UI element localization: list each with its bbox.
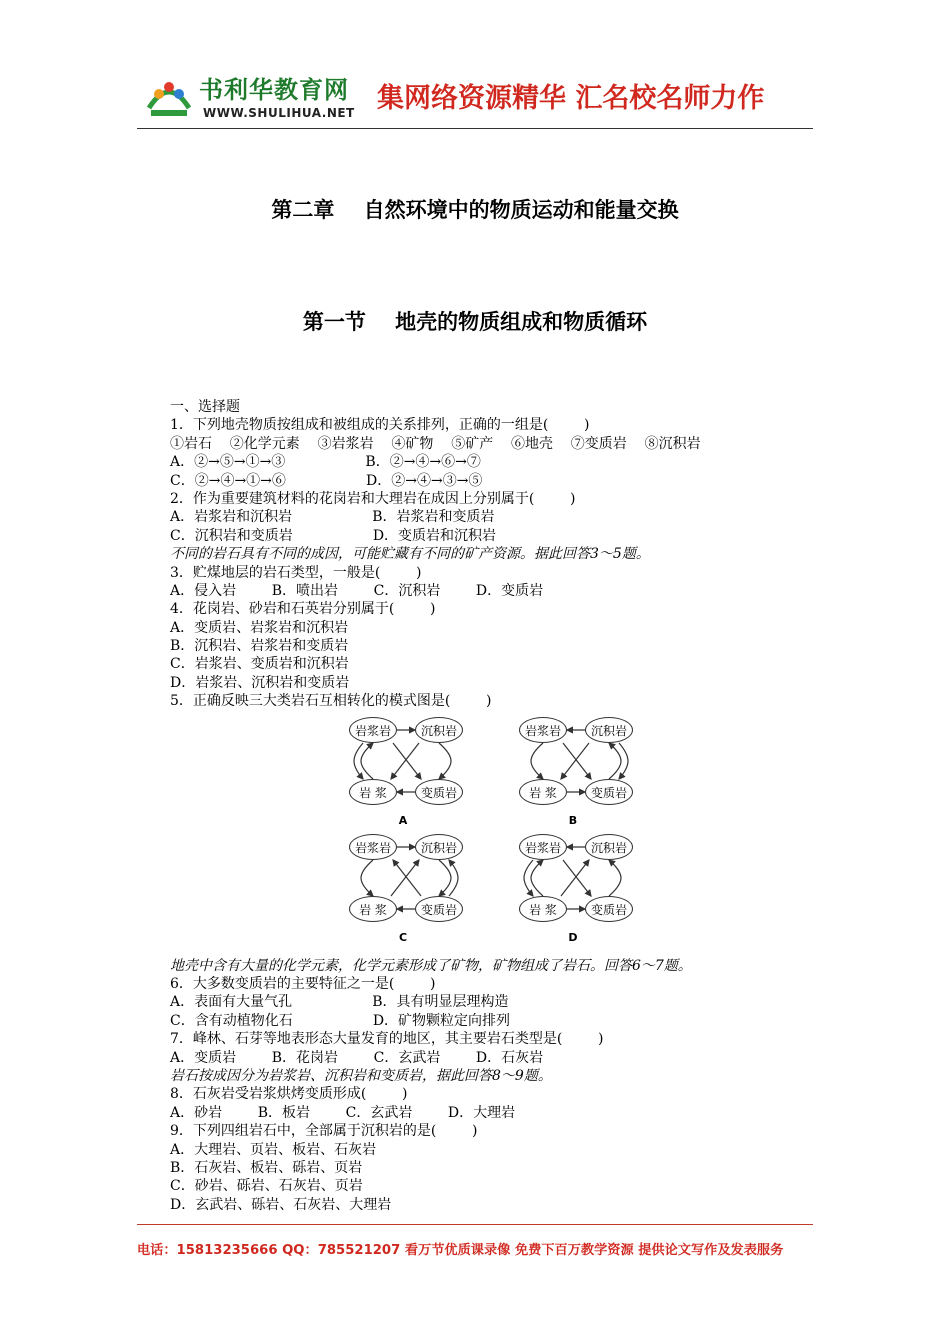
text-line: 9．下列四组岩石中，全部属于沉积岩的是( ) <box>170 1123 478 1140</box>
chapter-title: 第二章 自然环境中的物质运动和能量交换 <box>271 198 679 222</box>
text-line: A．大理岩、页岩、板岩、石灰岩 <box>170 1141 377 1158</box>
node-magma: 岩 浆 <box>519 896 567 922</box>
diagram-b <box>513 717 633 839</box>
transform-arrow <box>439 743 451 779</box>
node-igneous-rock: 岩浆岩 <box>519 834 567 860</box>
diagram-c <box>343 834 463 956</box>
transform-arrow <box>531 860 543 896</box>
text-line: A．变质岩、岩浆岩和沉积岩 <box>170 619 349 636</box>
node-igneous-rock: 岩浆岩 <box>349 834 397 860</box>
diagram-caption: B <box>568 813 578 827</box>
text-line: C．含有动植物化石 D．矿物颗粒定向排列 <box>170 1012 511 1029</box>
footer-contact: 电话：15813235666 QQ：785521207 看万节优质课录像 免费下百万教学资源 提供论文写作及发表服务 <box>137 1243 784 1258</box>
text-line: 3．贮煤地层的岩石类型，一般是( ) <box>170 564 422 581</box>
text-line: 4．花岗岩、砂岩和石英岩分别属于( ) <box>170 601 436 618</box>
text-line: 5．正确反映三大类岩石互相转化的模式图是( ) <box>170 693 492 710</box>
question-content <box>170 398 810 1214</box>
text-line: 1．下列地壳物质按组成和被组成的关系排列，正确的一组是( ) <box>170 417 590 434</box>
text-line: ①岩石 ②化学元素 ③岩浆岩 ④矿物 ⑤矿产 ⑥地壳 ⑦变质岩 ⑧沉积岩 <box>170 435 701 452</box>
node-sedimentary-rock: 沉积岩 <box>415 717 463 743</box>
diagram-a <box>343 717 463 839</box>
node-metamorphic-rock: 变质岩 <box>415 896 463 922</box>
logo-icon <box>145 72 193 120</box>
node-magma: 岩 浆 <box>519 779 567 805</box>
transform-arrow <box>449 860 458 896</box>
rock-cycle-figure <box>170 711 810 957</box>
text-line: A．变质岩 B．花岗岩 C．玄武岩 D．石灰岩 <box>170 1049 544 1066</box>
text-line: C．岩浆岩、变质岩和沉积岩 <box>170 656 349 673</box>
transform-arrow <box>563 860 591 896</box>
text-line: D．岩浆岩、沉积岩和变质岩 <box>170 674 350 691</box>
transform-arrow <box>561 860 589 896</box>
text-line: A．砂岩 B．板岩 C．玄武岩 D．大理岩 <box>170 1104 516 1121</box>
transform-arrow <box>619 743 628 779</box>
transform-arrow <box>361 860 373 896</box>
text-line: A．②→⑤→①→③ B．②→④→⑥→⑦ <box>170 454 481 471</box>
transform-arrow <box>439 860 451 896</box>
site-url[interactable]: WWW.SHULIHUA.NET <box>203 106 355 120</box>
text-line: B．沉积岩、岩浆岩和变质岩 <box>170 638 349 655</box>
transform-arrow <box>391 860 419 896</box>
transform-arrow <box>524 860 533 896</box>
page-header <box>137 66 813 128</box>
section-title: 第一节 地壳的物质组成和物质循环 <box>302 310 648 334</box>
header-divider <box>137 128 813 129</box>
text-line: C．②→④→①→⑥ D．②→④→③→⑤ <box>170 472 483 489</box>
header-slogan: 集网络资源精华 汇名校名师力作 <box>377 83 765 114</box>
text-line: 地壳中含有大量的化学元素，化学元素形成了矿物，矿物组成了岩石。回答6～7题。 <box>170 957 692 974</box>
questions-part-1 <box>170 398 810 711</box>
text-line: 一、选择题 <box>170 399 240 415</box>
node-metamorphic-rock: 变质岩 <box>585 779 633 805</box>
questions-part-2 <box>170 957 810 1214</box>
text-line: C．沉积岩和变质岩 D．变质岩和沉积岩 <box>170 527 497 544</box>
text-line: C．砂岩、砾岩、石灰岩、页岩 <box>170 1178 363 1195</box>
diagram-caption: C <box>398 930 408 944</box>
text-line: B．石灰岩、板岩、砾岩、页岩 <box>170 1159 363 1176</box>
node-sedimentary-rock: 沉积岩 <box>415 834 463 860</box>
node-igneous-rock: 岩浆岩 <box>349 717 397 743</box>
text-line: 2．作为重要建筑材料的花岗岩和大理岩在成因上分别属于( ) <box>170 490 576 507</box>
text-line: 岩石按成因分为岩浆岩、沉积岩和变质岩，据此回答8～9题。 <box>170 1067 552 1084</box>
node-sedimentary-rock: 沉积岩 <box>585 834 633 860</box>
text-line: 7．峰林、石芽等地表形态大量发育的地区，其主要岩石类型是( ) <box>170 1031 604 1048</box>
text-line: D．玄武岩、砾岩、石灰岩、大理岩 <box>170 1196 392 1213</box>
node-sedimentary-rock: 沉积岩 <box>585 717 633 743</box>
text-line: 不同的岩石具有不同的成因，可能贮藏有不同的矿产资源。据此回答3～5题。 <box>170 546 650 563</box>
text-line: A．岩浆岩和沉积岩 B．岩浆岩和变质岩 <box>170 509 495 526</box>
node-igneous-rock: 岩浆岩 <box>519 717 567 743</box>
transform-arrow <box>393 743 421 779</box>
diagram-caption: A <box>398 813 408 827</box>
text-line: 8．石灰岩受岩浆烘烤变质形成( ) <box>170 1086 408 1103</box>
node-metamorphic-rock: 变质岩 <box>585 896 633 922</box>
footer-divider <box>137 1224 813 1225</box>
diagram-d <box>513 834 633 956</box>
transform-arrow <box>609 743 621 779</box>
transform-arrow <box>609 860 621 896</box>
text-line: 6．大多数变质岩的主要特征之一是( ) <box>170 976 436 993</box>
node-metamorphic-rock: 变质岩 <box>415 779 463 805</box>
site-name: 书利华教育网 <box>199 76 349 104</box>
transform-arrow <box>391 743 419 779</box>
transform-arrow <box>354 743 363 779</box>
transform-arrow <box>393 860 421 896</box>
transform-arrow <box>531 743 543 779</box>
diagram-caption: D <box>568 930 578 944</box>
transform-arrow <box>561 743 589 779</box>
text-line: A．侵入岩 B．喷出岩 C．沉积岩 D．变质岩 <box>170 582 544 599</box>
node-magma: 岩 浆 <box>349 896 397 922</box>
text-line: A．表面有大量气孔 B．具有明显层理构造 <box>170 994 509 1011</box>
node-magma: 岩 浆 <box>349 779 397 805</box>
transform-arrow <box>563 743 591 779</box>
transform-arrow <box>361 743 373 779</box>
